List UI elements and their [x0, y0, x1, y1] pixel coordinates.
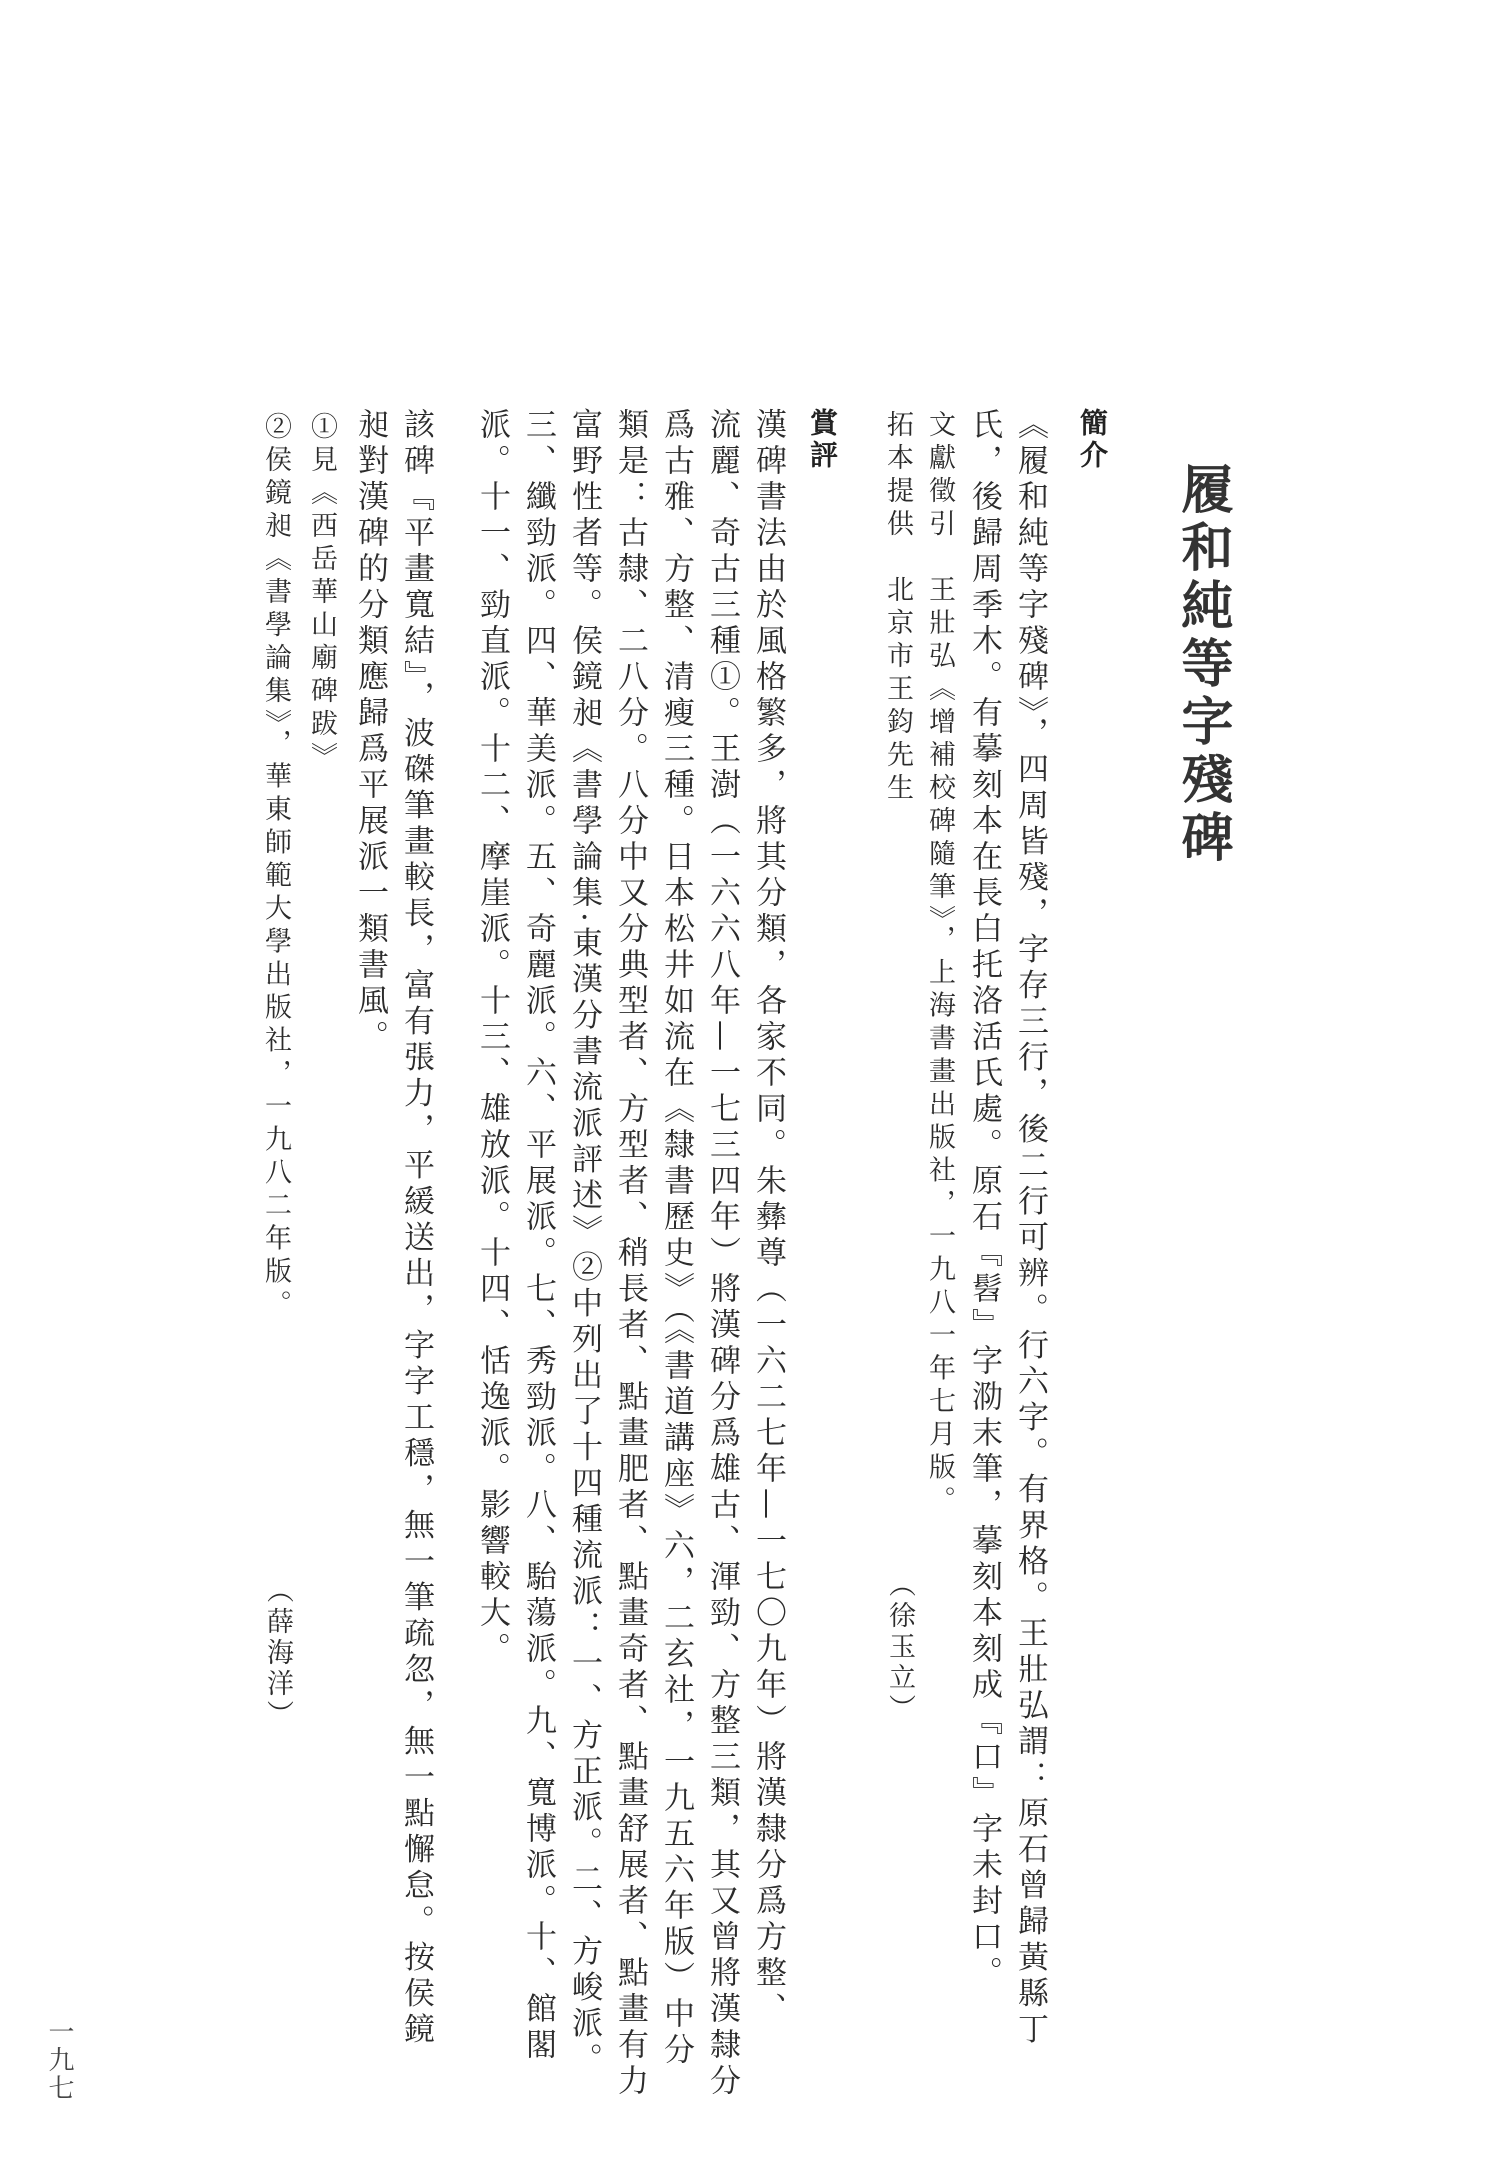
intro-line-1: 《履和純等字殘碑》，四周皆殘，字存三行，後二行可辨。行六字。有界格。王壯弘謂：原石曾歸黃縣丁	[1012, 408, 1048, 2049]
page-number: 一九七	[44, 2018, 74, 2102]
review-line-2: 流麗、奇古三種①。王澍（一六六八年—一七三四年）將漢碑分爲雄古、渾勁、方整三類，其又曾將漢隸分	[704, 408, 740, 2100]
intro-reference: 文獻徵引 王壯弘《增補校碑隨筆》，上海書畫出版社，一九八一年七月版。	[924, 410, 955, 1519]
page-title: 履和純等字殘碑	[1172, 462, 1233, 868]
intro-line-2: 氏，後歸周季木。有摹刻本在長白托洛活氏處。原石『髫』字泐末筆，摹刻本刻成『口』字未封口。	[966, 408, 1002, 1992]
intro-heading: 簡介	[1076, 408, 1109, 472]
review-author: （薛海洋）	[262, 1576, 293, 1731]
review-line-8: 該碑『平畫寬結』，波磔筆畫較長，富有張力，平緩送出，字字工穩，無一筆疏忽，無一點懈怠。按侯鏡	[398, 408, 434, 2049]
intro-provider: 拓本提供 北京市王鈞先生	[882, 410, 913, 806]
review-line-4: 類是：古隸、二八分。八分中又分典型者、方型者、稍長者、點畫肥者、點畫奇者、點畫舒展者、點畫有力	[612, 408, 648, 2100]
footnote-1: ①見《西岳華山廟碑跋》	[306, 412, 337, 775]
review-line-9: 昶對漢碑的分類應歸爲平展派一類書風。	[352, 408, 388, 1056]
review-line-7: 派。十一、勁直派。十二、摩崖派。十三、雄放派。十四、恬逸派。影響較大。	[474, 408, 510, 1668]
footnote-2: ②侯鏡昶《書學論集》，華東師範大學出版社，一九八二年版。	[260, 412, 291, 1323]
review-line-1: 漢碑書法由於風格繁多，將其分類，各家不同。朱彝尊（一六二七年—一七〇九年）將漢隸分爲方整、	[750, 408, 786, 2028]
review-line-6: 三、纖勁派。四、華美派。五、奇麗派。六、平展派。七、秀勁派。八、駘蕩派。九、寬博派。十、館閣	[520, 408, 556, 2064]
review-line-3: 爲古雅、方整、清瘦三種。日本松井如流在《隸書歷史》（《書道講座》六，二玄社，一九五六年版）中分	[658, 408, 694, 2069]
intro-author: （徐玉立）	[884, 1570, 915, 1725]
review-line-5: 富野性者等。侯鏡昶《書學論集·東漢分書流派評述》②中列出了十四種流派：一、方正派。二、方峻派。	[566, 408, 602, 2079]
review-heading: 賞評	[806, 408, 839, 472]
